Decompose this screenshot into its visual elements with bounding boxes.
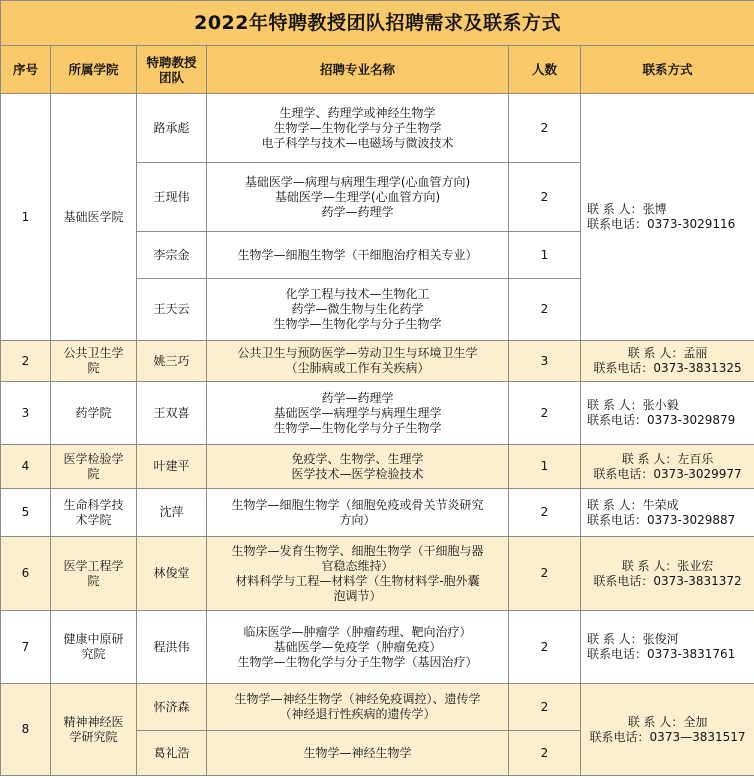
contact-cell: 联 系 人：张小毅 联系电话：0373-3029879	[581, 382, 754, 445]
major-cell: 免疫学、生物学、生理学 医学技术—医学检验技术	[207, 445, 509, 489]
contact-cell: 联 系 人：全加 联系电话：0373—3831517	[581, 684, 754, 776]
professor-cell: 王双喜	[137, 382, 207, 445]
count-cell: 2	[509, 163, 581, 232]
major-cell: 生物学—神经生物学	[207, 731, 509, 776]
count-cell: 2	[509, 537, 581, 611]
major-cell: 生物学—发育生物学、细胞生物学（干细胞与器 官稳态维持） 材料科学与工程—材料学（生物材料学-胞外囊 泡调节）	[207, 537, 509, 611]
seq-cell: 7	[1, 611, 51, 684]
count-cell: 2	[509, 489, 581, 537]
header-seq: 序号	[1, 46, 51, 94]
seq-cell: 6	[1, 537, 51, 611]
seq-cell: 8	[1, 684, 51, 776]
professor-cell: 王现伟	[137, 163, 207, 232]
professor-cell: 葛礼浩	[137, 731, 207, 776]
header-major: 招聘专业名称	[207, 46, 509, 94]
count-cell: 2	[509, 611, 581, 684]
header-contact: 联系方式	[581, 46, 754, 94]
professor-cell: 沈萍	[137, 489, 207, 537]
table-row	[1, 382, 754, 445]
professor-cell: 程洪伟	[137, 611, 207, 684]
contact-cell: 联 系 人：孟丽 联系电话：0373-3831325	[581, 341, 754, 382]
major-cell: 公共卫生与预防医学—劳动卫生与环境卫生学 （尘肺病或工作有关疾病）	[207, 341, 509, 382]
table-row	[1, 684, 754, 731]
college-cell: 生命科学技 术学院	[51, 489, 137, 537]
college-cell: 医学工程学 院	[51, 537, 137, 611]
count-cell: 1	[509, 445, 581, 489]
major-cell: 生物学—细胞生物学（细胞免疫或骨关节炎研究 方向）	[207, 489, 509, 537]
table-row	[1, 445, 754, 489]
table-row	[1, 341, 754, 382]
major-cell: 生物学—细胞生物学（干细胞治疗相关专业）	[207, 232, 509, 279]
major-cell: 化学工程与技术—生物化工 药学—微生物与生化药学 生物学—生物化学与分子生物学	[207, 279, 509, 341]
professor-cell: 怀济森	[137, 684, 207, 731]
college-cell: 公共卫生学 院	[51, 341, 137, 382]
college-cell: 药学院	[51, 382, 137, 445]
count-cell: 2	[509, 94, 581, 163]
contact-cell: 联 系 人：牛荣成 联系电话：0373-3029887	[581, 489, 754, 537]
count-cell: 2	[509, 382, 581, 445]
table-title: 2022年特聘教授团队招聘需求及联系方式	[1, 1, 754, 46]
major-cell: 基础医学—病理与病理生理学(心血管方向) 基础医学—生理学(心血管方向) 药学—药理学	[207, 163, 509, 232]
college-cell: 精神神经医 学研究院	[51, 684, 137, 776]
college-cell: 基础医学院	[51, 94, 137, 341]
seq-cell: 5	[1, 489, 51, 537]
count-cell: 2	[509, 684, 581, 731]
professor-cell: 路承彪	[137, 94, 207, 163]
professor-cell: 王天云	[137, 279, 207, 341]
contact-cell: 联 系 人：左百乐 联系电话：0373-3029977	[581, 445, 754, 489]
professor-cell: 叶建平	[137, 445, 207, 489]
contact-cell: 联 系 人：张博 联系电话：0373-3029116	[581, 94, 754, 341]
header-professor: 特聘教授 团队	[137, 46, 207, 94]
professor-cell: 李宗金	[137, 232, 207, 279]
college-cell: 健康中原研 究院	[51, 611, 137, 684]
table-row	[1, 94, 754, 163]
header-count: 人数	[509, 46, 581, 94]
seq-cell: 1	[1, 94, 51, 341]
header-row	[1, 46, 754, 94]
college-cell: 医学检验学 院	[51, 445, 137, 489]
major-cell: 临床医学—肿瘤学（肿瘤药理、靶向治疗） 基础医学—免疫学（肿瘤免疫） 生物学—生物化学与分子生物学（基因治疗）	[207, 611, 509, 684]
professor-cell: 林俊堂	[137, 537, 207, 611]
count-cell: 1	[509, 232, 581, 279]
seq-cell: 2	[1, 341, 51, 382]
contact-cell: 联 系 人：张业宏 联系电话：0373-3831372	[581, 537, 754, 611]
seq-cell: 3	[1, 382, 51, 445]
professor-cell: 姚三巧	[137, 341, 207, 382]
count-cell: 2	[509, 279, 581, 341]
header-college: 所属学院	[51, 46, 137, 94]
table-row	[1, 537, 754, 611]
count-cell: 3	[509, 341, 581, 382]
table-row	[1, 611, 754, 684]
major-cell: 生物学—神经生物学（神经免疫调控）、遗传学 （神经退行性疾病的遗传学）	[207, 684, 509, 731]
contact-cell: 联 系 人：张俊河 联系电话：0373-3831761	[581, 611, 754, 684]
major-cell: 生理学、药理学或神经生物学 生物学—生物化学与分子生物学 电子科学与技术—电磁场与微波技术	[207, 94, 509, 163]
seq-cell: 4	[1, 445, 51, 489]
count-cell: 2	[509, 731, 581, 776]
table-row	[1, 489, 754, 537]
major-cell: 药学—药理学 基础医学—病理学与病理生理学 生物学—生物化学与分子生物学	[207, 382, 509, 445]
